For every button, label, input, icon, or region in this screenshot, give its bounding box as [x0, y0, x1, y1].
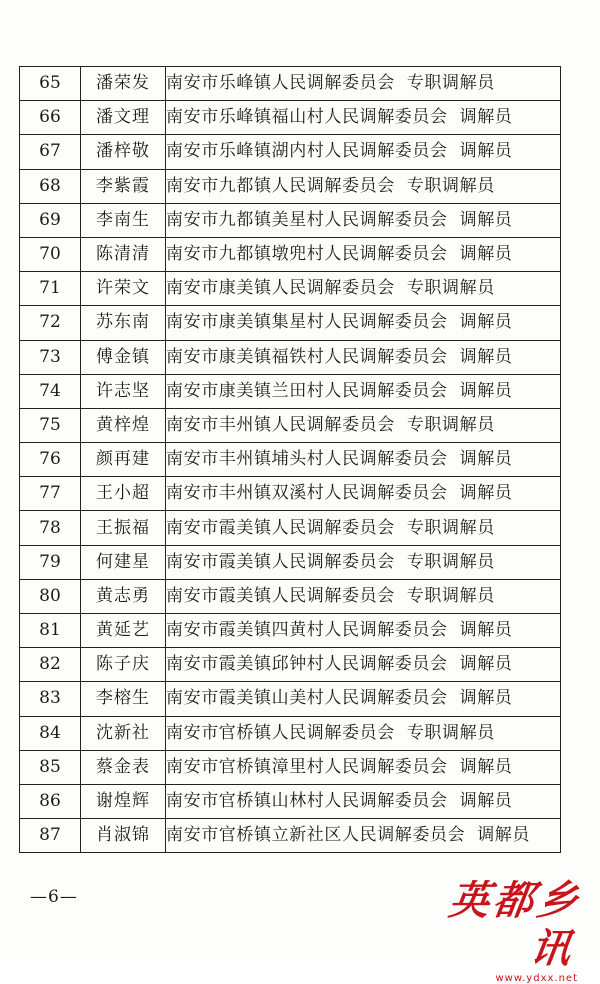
committee-name: 南安市丰州镇双溪村人民调解委员会: [166, 483, 448, 504]
mediator-name: 李南生: [81, 203, 166, 237]
table-row: [20, 682, 561, 716]
unit-and-role: [166, 682, 561, 716]
mediator-name: 谢煌辉: [81, 784, 166, 818]
committee-name: 南安市霞美镇人民调解委员会: [166, 585, 395, 606]
mediator-role: 调解员: [459, 756, 513, 777]
row-number: 65: [20, 67, 81, 101]
mediator-name: 许荣文: [81, 272, 166, 306]
table-row: [20, 67, 561, 101]
row-number: 83: [20, 682, 81, 716]
unit-and-role: [166, 614, 561, 648]
mediator-role: 专职调解员: [406, 278, 495, 299]
mediator-name: 李紫霞: [81, 169, 166, 203]
unit-and-role: [166, 511, 561, 545]
row-number: 72: [20, 306, 81, 340]
mediator-role: 专职调解员: [406, 175, 495, 196]
table-row: [20, 306, 561, 340]
mediator-name: 肖淑锦: [81, 819, 166, 853]
table-row: [20, 340, 561, 374]
unit-and-role: [166, 579, 561, 613]
unit-and-role: [166, 101, 561, 135]
committee-name: 南安市九都镇美星村人民调解委员会: [166, 209, 448, 230]
row-number: 76: [20, 443, 81, 477]
mediator-name: 黄延艺: [81, 614, 166, 648]
mediator-role: 调解员: [459, 141, 513, 162]
committee-name: 南安市官桥镇漳里村人民调解委员会: [166, 756, 448, 777]
unit-and-role: [166, 272, 561, 306]
mediator-name: 王振福: [81, 511, 166, 545]
unit-and-role: [166, 408, 561, 442]
committee-name: 南安市乐峰镇湖内村人民调解委员会: [166, 141, 448, 162]
mediator-name: 黄梓煌: [81, 408, 166, 442]
table-row: [20, 648, 561, 682]
mediator-name: 傅金镇: [81, 340, 166, 374]
unit-and-role: [166, 237, 561, 271]
table-row: [20, 408, 561, 442]
mediator-role: 调解员: [459, 449, 513, 470]
mediator-name: 苏东南: [81, 306, 166, 340]
unit-and-role: [166, 750, 561, 784]
committee-name: 南安市官桥镇山林村人民调解委员会: [166, 791, 448, 812]
row-number: 73: [20, 340, 81, 374]
committee-name: 南安市乐峰镇福山村人民调解委员会: [166, 107, 448, 128]
watermark-logo-text: 英都乡讯: [446, 877, 585, 972]
committee-name: 南安市官桥镇人民调解委员会: [166, 722, 395, 743]
table-row: [20, 784, 561, 818]
table-row: [20, 511, 561, 545]
mediator-role: 调解员: [459, 209, 513, 230]
mediator-name: 陈清清: [81, 237, 166, 271]
unit-and-role: [166, 67, 561, 101]
watermark-logo: [408, 877, 585, 984]
mediator-role: 专职调解员: [406, 722, 495, 743]
mediator-role: 调解员: [459, 380, 513, 401]
mediator-role: 专职调解员: [406, 73, 495, 94]
mediator-name: 黄志勇: [81, 579, 166, 613]
mediator-name: 潘梓敬: [81, 135, 166, 169]
table-row: [20, 374, 561, 408]
mediator-name: 李榕生: [81, 682, 166, 716]
table-row: [20, 272, 561, 306]
unit-and-role: [166, 203, 561, 237]
mediator-role: 调解员: [459, 791, 513, 812]
mediator-role: 调解员: [459, 346, 513, 367]
row-number: 68: [20, 169, 81, 203]
committee-name: 南安市丰州镇埔头村人民调解委员会: [166, 449, 448, 470]
mediator-name: 王小超: [81, 477, 166, 511]
row-number: 79: [20, 545, 81, 579]
unit-and-role: [166, 374, 561, 408]
mediator-role: 调解员: [459, 244, 513, 265]
table-row: [20, 545, 561, 579]
mediator-name: 蔡金表: [81, 750, 166, 784]
row-number: 87: [20, 819, 81, 853]
committee-name: 南安市九都镇墩兜村人民调解委员会: [166, 244, 448, 265]
unit-and-role: [166, 648, 561, 682]
mediator-role: 调解员: [459, 688, 513, 709]
committee-name: 南安市乐峰镇人民调解委员会: [166, 73, 395, 94]
page-number: —6—: [30, 887, 78, 907]
row-number: 81: [20, 614, 81, 648]
mediator-roster-table: [19, 66, 561, 853]
committee-name: 南安市康美镇集星村人民调解委员会: [166, 312, 448, 333]
row-number: 85: [20, 750, 81, 784]
table-row: [20, 579, 561, 613]
table-row: [20, 237, 561, 271]
row-number: 78: [20, 511, 81, 545]
committee-name: 南安市官桥镇立新社区人民调解委员会: [166, 825, 466, 846]
table-row: [20, 819, 561, 853]
unit-and-role: [166, 340, 561, 374]
committee-name: 南安市康美镇兰田村人民调解委员会: [166, 380, 448, 401]
table-row: [20, 169, 561, 203]
roster-body: [20, 67, 561, 853]
committee-name: 南安市康美镇人民调解委员会: [166, 278, 395, 299]
mediator-role: 专职调解员: [406, 585, 495, 606]
committee-name: 南安市霞美镇山美村人民调解委员会: [166, 688, 448, 709]
table-row: [20, 101, 561, 135]
row-number: 67: [20, 135, 81, 169]
row-number: 75: [20, 408, 81, 442]
committee-name: 南安市霞美镇邱钟村人民调解委员会: [166, 654, 448, 675]
unit-and-role: [166, 784, 561, 818]
mediator-role: 专职调解员: [406, 414, 495, 435]
row-number: 71: [20, 272, 81, 306]
table-row: [20, 477, 561, 511]
mediator-role: 专职调解员: [406, 551, 495, 572]
row-number: 82: [20, 648, 81, 682]
committee-name: 南安市康美镇福铁村人民调解委员会: [166, 346, 448, 367]
mediator-role: 调解员: [459, 654, 513, 675]
row-number: 69: [20, 203, 81, 237]
mediator-role: 调解员: [459, 312, 513, 333]
mediator-role: 专职调解员: [406, 517, 495, 538]
table-row: [20, 614, 561, 648]
row-number: 74: [20, 374, 81, 408]
committee-name: 南安市霞美镇人民调解委员会: [166, 551, 395, 572]
mediator-role: 调解员: [459, 107, 513, 128]
mediator-name: 陈子庆: [81, 648, 166, 682]
mediator-role: 调解员: [477, 825, 531, 846]
table-row: [20, 716, 561, 750]
row-number: 70: [20, 237, 81, 271]
unit-and-role: [166, 443, 561, 477]
committee-name: 南安市九都镇人民调解委员会: [166, 175, 395, 196]
row-number: 84: [20, 716, 81, 750]
committee-name: 南安市霞美镇四黄村人民调解委员会: [166, 620, 448, 641]
table-row: [20, 135, 561, 169]
row-number: 80: [20, 579, 81, 613]
unit-and-role: [166, 135, 561, 169]
mediator-name: 沈新社: [81, 716, 166, 750]
row-number: 77: [20, 477, 81, 511]
committee-name: 南安市丰州镇人民调解委员会: [166, 414, 395, 435]
table-row: [20, 443, 561, 477]
mediator-name: 何建星: [81, 545, 166, 579]
unit-and-role: [166, 477, 561, 511]
table-row: [20, 203, 561, 237]
mediator-role: 调解员: [459, 620, 513, 641]
mediator-name: 颜再建: [81, 443, 166, 477]
watermark-url: www.ydxx.net: [495, 973, 578, 984]
unit-and-role: [166, 169, 561, 203]
row-number: 86: [20, 784, 81, 818]
unit-and-role: [166, 545, 561, 579]
unit-and-role: [166, 306, 561, 340]
row-number: 66: [20, 101, 81, 135]
mediator-name: 潘文理: [81, 101, 166, 135]
mediator-name: 许志坚: [81, 374, 166, 408]
committee-name: 南安市霞美镇人民调解委员会: [166, 517, 395, 538]
mediator-role: 调解员: [459, 483, 513, 504]
mediator-name: 潘荣发: [81, 67, 166, 101]
unit-and-role: [166, 819, 561, 853]
table-row: [20, 750, 561, 784]
unit-and-role: [166, 716, 561, 750]
